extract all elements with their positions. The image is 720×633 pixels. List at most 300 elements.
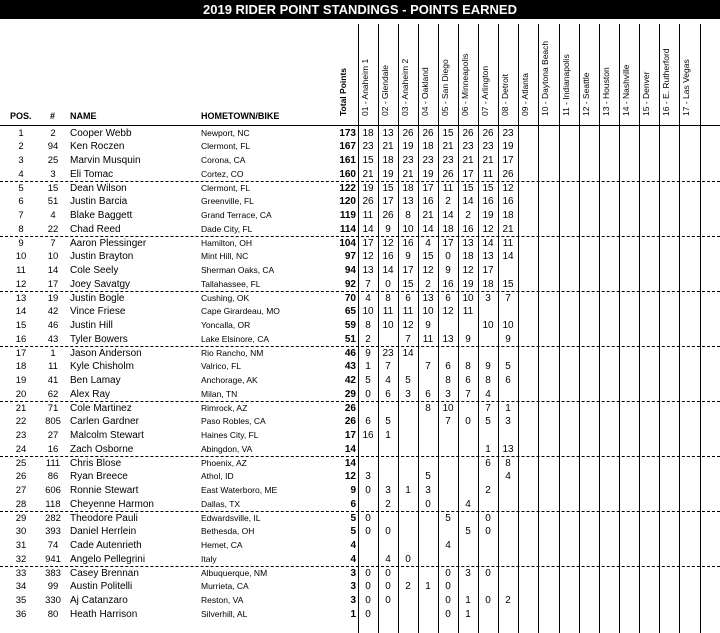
- table-row: [0, 580, 720, 594]
- round-points-cell: 9: [465, 333, 471, 345]
- total-points-cell: 46: [344, 347, 356, 359]
- table-row: [0, 525, 720, 539]
- round-points-cell: 17: [362, 237, 374, 249]
- hometown-cell: Dade City, FL: [201, 223, 253, 234]
- number-cell: 99: [47, 581, 59, 593]
- round-points-cell: 12: [482, 223, 494, 235]
- round-points-cell: 7: [425, 361, 431, 373]
- number-cell: 805: [45, 416, 61, 428]
- table-row: [0, 305, 720, 319]
- table-row: [0, 154, 720, 168]
- round-points-cell: 19: [382, 168, 394, 180]
- hometown-cell: Hemet, CA: [201, 540, 243, 550]
- round-points-cell: 21: [442, 141, 454, 153]
- number-cell: 11: [48, 361, 58, 373]
- round-points-cell: 13: [362, 265, 374, 276]
- hometown-cell: Clermont, FL: [201, 182, 251, 193]
- round-points-cell: 5: [405, 375, 411, 386]
- number-cell: 3: [50, 168, 56, 180]
- header-round-3: 03 - Anaheim 2: [400, 58, 410, 116]
- page-title: 2019 RIDER POINT STANDINGS - POINTS EARNED: [0, 0, 720, 19]
- number-cell: 15: [47, 182, 59, 194]
- position-cell: 36: [15, 608, 27, 620]
- name-cell: Zach Osborne: [70, 443, 134, 455]
- header-round-10: 10 - Daytona Beach: [540, 40, 550, 116]
- round-points-cell: 21: [422, 210, 434, 221]
- total-points-cell: 161: [339, 155, 356, 166]
- name-cell: Ken Roczen: [70, 141, 125, 153]
- round-points-cell: 10: [502, 320, 514, 331]
- number-cell: 1: [50, 347, 56, 359]
- header-number: #: [50, 111, 56, 121]
- number-cell: 86: [47, 471, 59, 483]
- hometown-cell: Haines City, FL: [201, 430, 259, 440]
- round-points-cell: 12: [502, 182, 514, 194]
- name-cell: Joey Savatgy: [70, 278, 131, 290]
- number-cell: 111: [45, 457, 61, 469]
- header-round-17: 17 - Las Vegas: [681, 59, 691, 116]
- name-cell: Justin Brayton: [70, 251, 134, 263]
- round-points-cell: 26: [462, 127, 474, 139]
- total-points-cell: 29: [344, 388, 356, 400]
- round-points-cell: 21: [362, 168, 374, 180]
- name-cell: Justin Barcia: [70, 196, 128, 208]
- round-points-cell: 18: [402, 182, 414, 194]
- hometown-cell: East Waterboro, ME: [201, 485, 278, 495]
- table-row: [0, 182, 720, 196]
- position-cell: 6: [18, 196, 24, 208]
- round-points-cell: 8: [445, 375, 451, 386]
- round-points-cell: 10: [362, 306, 374, 318]
- hometown-cell: Newport, NC: [201, 127, 250, 138]
- round-points-cell: 19: [402, 141, 414, 153]
- header-round-6: 06 - Minneapolis: [460, 53, 470, 116]
- number-cell: 941: [45, 553, 61, 565]
- position-cell: 8: [18, 223, 24, 235]
- number-cell: 2: [50, 127, 56, 139]
- round-points-cell: 9: [425, 320, 431, 331]
- position-cell: 24: [15, 443, 27, 455]
- total-points-cell: 14: [344, 443, 356, 455]
- table-row: [0, 374, 720, 388]
- hometown-cell: Murrieta, CA: [201, 581, 249, 592]
- round-points-cell: 26: [442, 168, 454, 180]
- hometown-cell: Phoenix, AZ: [201, 457, 247, 468]
- round-points-cell: 6: [445, 292, 451, 304]
- name-cell: Jason Anderson: [70, 347, 142, 359]
- table-row: [0, 608, 720, 622]
- round-points-cell: 0: [485, 595, 491, 606]
- table-row: [0, 223, 720, 237]
- position-cell: 31: [15, 540, 27, 551]
- round-points-cell: 18: [482, 278, 494, 290]
- name-cell: Ryan Breece: [70, 471, 128, 483]
- round-points-cell: 10: [442, 402, 454, 414]
- round-points-cell: 7: [505, 292, 511, 304]
- round-points-cell: 14: [402, 347, 414, 359]
- round-points-cell: 10: [482, 320, 494, 331]
- name-cell: Chad Reed: [70, 223, 121, 235]
- name-cell: Marvin Musquin: [70, 155, 141, 166]
- number-cell: 330: [45, 595, 61, 606]
- total-points-cell: 59: [344, 320, 356, 331]
- position-cell: 34: [15, 581, 27, 593]
- header-round-4: 04 - Oakland: [420, 67, 430, 116]
- number-cell: 7: [50, 237, 56, 249]
- table-row: [0, 470, 720, 484]
- name-cell: Ben Lamay: [70, 375, 121, 386]
- round-points-cell: 21: [482, 155, 494, 166]
- round-points-cell: 16: [482, 196, 494, 208]
- hometown-cell: Rimrock, AZ: [201, 402, 248, 413]
- hometown-cell: Tallahassee, FL: [201, 278, 261, 289]
- round-points-cell: 21: [462, 155, 474, 166]
- name-cell: Angelo Pellegrini: [70, 553, 146, 565]
- round-points-cell: 7: [385, 361, 391, 373]
- total-points-cell: 12: [344, 471, 356, 483]
- round-points-cell: 5: [425, 471, 431, 483]
- round-points-cell: 0: [365, 595, 371, 606]
- hometown-cell: Mint Hill, NC: [201, 251, 249, 262]
- round-points-cell: 10: [382, 320, 394, 331]
- round-points-cell: 0: [365, 581, 371, 593]
- round-points-cell: 0: [485, 526, 491, 538]
- header-hometown: HOMETOWN/BIKE: [201, 111, 280, 121]
- round-points-cell: 0: [465, 416, 471, 428]
- round-points-cell: 19: [482, 210, 494, 221]
- hometown-cell: Milan, TN: [201, 388, 238, 399]
- name-cell: Ronnie Stewart: [70, 485, 139, 496]
- position-cell: 22: [15, 416, 27, 428]
- round-points-cell: 4: [465, 498, 471, 510]
- table-row: [0, 594, 720, 608]
- position-cell: 14: [15, 306, 27, 318]
- round-points-cell: 21: [502, 223, 514, 235]
- round-points-cell: 14: [462, 196, 474, 208]
- round-points-cell: 0: [385, 581, 391, 593]
- round-points-cell: 8: [465, 361, 471, 373]
- round-points-cell: 26: [502, 168, 514, 180]
- round-points-cell: 19: [422, 168, 434, 180]
- round-points-cell: 0: [445, 595, 451, 606]
- round-points-cell: 5: [465, 526, 471, 538]
- hometown-cell: Abingdon, VA: [201, 443, 253, 454]
- round-points-cell: 9: [365, 347, 371, 359]
- round-points-cell: 23: [462, 141, 474, 153]
- position-cell: 10: [15, 251, 27, 263]
- round-points-cell: 14: [502, 251, 514, 263]
- round-points-cell: 10: [402, 223, 414, 235]
- number-cell: 118: [45, 498, 61, 510]
- round-points-cell: 17: [462, 168, 474, 180]
- hometown-cell: Paso Robles, CA: [201, 416, 266, 427]
- table-row: [0, 567, 720, 581]
- round-points-cell: 12: [422, 265, 434, 276]
- round-points-cell: 26: [382, 210, 394, 221]
- hometown-cell: Silverhill, AL: [201, 608, 248, 619]
- position-cell: 29: [15, 512, 27, 524]
- round-points-cell: 2: [405, 581, 411, 593]
- number-cell: 41: [47, 375, 59, 386]
- round-points-cell: 13: [482, 251, 494, 263]
- round-points-cell: 1: [405, 485, 411, 496]
- total-points-cell: 3: [350, 581, 356, 593]
- round-points-cell: 4: [385, 553, 391, 565]
- total-points-cell: 17: [344, 430, 356, 441]
- round-points-cell: 16: [442, 278, 454, 290]
- hometown-cell: Greenville, FL: [201, 196, 254, 207]
- round-points-cell: 16: [422, 196, 434, 208]
- hometown-cell: Clermont, FL: [201, 141, 251, 152]
- round-points-cell: 14: [422, 223, 434, 235]
- name-cell: Tyler Bowers: [70, 333, 128, 345]
- round-points-cell: 16: [382, 251, 394, 263]
- round-points-cell: 18: [382, 155, 394, 166]
- name-cell: Dean Wilson: [70, 182, 127, 194]
- name-cell: Aj Catanzaro: [70, 595, 128, 606]
- number-cell: 282: [45, 512, 61, 524]
- header-round-13: 13 - Houston: [601, 67, 611, 116]
- total-points-cell: 160: [339, 168, 356, 180]
- name-cell: Blake Baggett: [70, 210, 133, 221]
- table-row: [0, 360, 720, 374]
- position-cell: 3: [18, 155, 24, 166]
- round-points-cell: 18: [422, 141, 434, 153]
- round-points-cell: 2: [505, 595, 511, 606]
- round-points-cell: 2: [385, 498, 391, 510]
- round-points-cell: 23: [422, 155, 434, 166]
- table-row: [0, 127, 720, 141]
- round-points-cell: 0: [425, 498, 431, 510]
- total-points-cell: 114: [339, 223, 356, 235]
- round-points-cell: 11: [482, 168, 494, 180]
- header-total-points: Total Points: [338, 67, 348, 116]
- header-round-9: 09 - Atlanta: [520, 72, 530, 116]
- round-points-cell: 6: [505, 375, 511, 386]
- hometown-cell: Lake Elsinore, CA: [201, 333, 270, 344]
- round-points-cell: 6: [485, 457, 491, 469]
- hometown-cell: Edwardsville, IL: [201, 512, 261, 523]
- round-points-cell: 13: [442, 333, 454, 345]
- hometown-cell: Rio Rancho, NM: [201, 347, 264, 358]
- table-row: [0, 195, 720, 209]
- round-points-cell: 17: [442, 237, 454, 249]
- round-points-cell: 18: [442, 223, 454, 235]
- round-points-cell: 11: [422, 333, 434, 345]
- round-points-cell: 15: [382, 182, 394, 194]
- table-row: [0, 484, 720, 498]
- round-points-cell: 26: [482, 127, 494, 139]
- round-points-cell: 6: [425, 388, 431, 400]
- header-round-1: 01 - Anaheim 1: [360, 58, 370, 116]
- round-points-cell: 0: [405, 553, 411, 565]
- round-points-cell: 21: [382, 141, 394, 153]
- hometown-cell: Sherman Oaks, CA: [201, 265, 275, 275]
- round-points-cell: 8: [505, 457, 511, 469]
- round-points-cell: 3: [365, 471, 371, 483]
- round-points-cell: 23: [502, 127, 514, 139]
- round-points-cell: 7: [485, 402, 491, 414]
- table-row: [0, 457, 720, 471]
- round-points-cell: 13: [402, 196, 414, 208]
- table-row: [0, 415, 720, 429]
- round-points-cell: 12: [462, 265, 474, 276]
- round-points-cell: 14: [362, 223, 374, 235]
- round-points-cell: 4: [505, 471, 511, 483]
- round-points-cell: 0: [365, 567, 371, 579]
- total-points-cell: 122: [339, 182, 356, 194]
- position-cell: 33: [15, 567, 27, 579]
- position-cell: 18: [15, 361, 27, 373]
- round-points-cell: 16: [402, 237, 414, 249]
- round-points-cell: 9: [445, 265, 451, 276]
- round-points-cell: 11: [502, 237, 514, 249]
- round-points-cell: 15: [422, 251, 434, 263]
- table-row: [0, 443, 720, 457]
- round-points-cell: 1: [465, 595, 471, 606]
- hometown-cell: Hamilton, OH: [201, 237, 253, 248]
- number-cell: 74: [47, 540, 59, 551]
- table-row: [0, 553, 720, 567]
- round-points-cell: 8: [385, 292, 391, 304]
- name-cell: Cole Seely: [70, 265, 119, 276]
- hometown-cell: Valrico, FL: [201, 361, 241, 372]
- total-points-cell: 42: [344, 375, 356, 386]
- round-points-cell: 23: [402, 155, 414, 166]
- number-cell: 46: [47, 320, 59, 331]
- round-points-cell: 2: [425, 278, 431, 290]
- position-cell: 7: [18, 210, 24, 221]
- round-points-cell: 0: [445, 608, 451, 620]
- table-row: [0, 168, 720, 182]
- table-row: [0, 319, 720, 333]
- round-points-cell: 7: [445, 416, 451, 428]
- total-points-cell: 3: [350, 567, 356, 579]
- round-points-cell: 3: [385, 485, 391, 496]
- round-points-cell: 26: [362, 196, 374, 208]
- hometown-cell: Reston, VA: [201, 595, 244, 605]
- round-points-cell: 26: [422, 127, 434, 139]
- round-points-cell: 4: [365, 292, 371, 304]
- position-cell: 26: [15, 471, 27, 483]
- round-points-cell: 5: [485, 416, 491, 428]
- round-points-cell: 14: [382, 265, 394, 276]
- round-points-cell: 18: [462, 251, 474, 263]
- name-cell: Daniel Herrlein: [70, 526, 137, 538]
- round-points-cell: 8: [425, 402, 431, 414]
- name-cell: Alex Ray: [70, 388, 111, 400]
- round-points-cell: 1: [365, 361, 371, 373]
- position-cell: 16: [15, 333, 27, 345]
- number-cell: 71: [47, 402, 59, 414]
- round-points-cell: 11: [462, 306, 474, 318]
- total-points-cell: 9: [350, 485, 356, 496]
- table-row: [0, 498, 720, 512]
- position-cell: 23: [15, 430, 27, 441]
- round-points-cell: 2: [485, 485, 491, 496]
- position-cell: 2: [18, 141, 24, 153]
- round-points-cell: 23: [382, 347, 394, 359]
- round-points-cell: 8: [485, 375, 491, 386]
- round-points-cell: 15: [362, 155, 374, 166]
- hometown-cell: Italy: [201, 553, 217, 564]
- round-points-cell: 11: [442, 182, 454, 194]
- round-points-cell: 0: [445, 251, 451, 263]
- position-cell: 27: [15, 485, 27, 496]
- round-points-cell: 10: [422, 306, 434, 318]
- name-cell: Justin Hill: [70, 320, 113, 331]
- round-points-cell: 15: [402, 278, 414, 290]
- total-points-cell: 70: [344, 292, 356, 304]
- round-points-cell: 5: [445, 512, 451, 524]
- total-points-cell: 43: [344, 361, 356, 373]
- round-points-cell: 15: [502, 278, 514, 290]
- name-cell: Cooper Webb: [70, 127, 132, 139]
- round-points-cell: 0: [485, 512, 491, 524]
- name-cell: Cole Martinez: [70, 402, 132, 414]
- round-points-cell: 18: [502, 210, 514, 221]
- table-row: [0, 209, 720, 223]
- position-cell: 28: [15, 498, 27, 510]
- hometown-cell: Albuquerque, NM: [201, 567, 268, 578]
- round-points-cell: 12: [402, 320, 414, 331]
- hometown-cell: Corona, CA: [201, 155, 246, 165]
- number-cell: 62: [47, 388, 59, 400]
- round-points-cell: 8: [365, 320, 371, 331]
- round-points-cell: 17: [502, 155, 514, 166]
- total-points-cell: 120: [339, 196, 356, 208]
- header-pos: POS.: [10, 111, 32, 121]
- table-row: [0, 347, 720, 361]
- round-points-cell: 0: [365, 512, 371, 524]
- round-points-cell: 11: [382, 306, 394, 318]
- round-points-cell: 23: [482, 141, 494, 153]
- number-cell: 4: [50, 210, 56, 221]
- number-cell: 19: [47, 292, 59, 304]
- round-points-cell: 9: [405, 251, 411, 263]
- total-points-cell: 104: [339, 237, 356, 249]
- round-points-cell: 21: [402, 168, 414, 180]
- position-cell: 5: [18, 182, 24, 194]
- hometown-cell: Dallas, TX: [201, 498, 241, 509]
- table-row: [0, 292, 720, 306]
- number-cell: 10: [47, 251, 59, 263]
- header-round-14: 14 - Nashville: [621, 64, 631, 116]
- round-points-cell: 15: [482, 182, 494, 194]
- hometown-cell: Grand Terrace, CA: [201, 210, 272, 220]
- total-points-cell: 65: [344, 306, 356, 318]
- total-points-cell: 14: [344, 457, 356, 469]
- position-cell: 13: [15, 292, 27, 304]
- hometown-cell: Bethesda, OH: [201, 526, 255, 537]
- round-points-cell: 4: [425, 237, 431, 249]
- hometown-cell: Cape Girardeau, MO: [201, 306, 280, 317]
- header-round-8: 08 - Detroit: [500, 73, 510, 116]
- position-cell: 4: [18, 168, 24, 180]
- table-row: [0, 140, 720, 154]
- total-points-cell: 26: [344, 402, 356, 414]
- round-points-cell: 23: [362, 141, 374, 153]
- round-points-cell: 3: [465, 567, 471, 579]
- hometown-cell: Anchorage, AK: [201, 375, 258, 385]
- round-points-cell: 4: [385, 375, 391, 386]
- name-cell: Heath Harrison: [70, 608, 138, 620]
- round-points-cell: 6: [405, 292, 411, 304]
- header-round-2: 02 - Glendale: [380, 64, 390, 116]
- position-cell: 20: [15, 388, 27, 400]
- number-cell: 16: [47, 443, 59, 455]
- round-points-cell: 12: [382, 237, 394, 249]
